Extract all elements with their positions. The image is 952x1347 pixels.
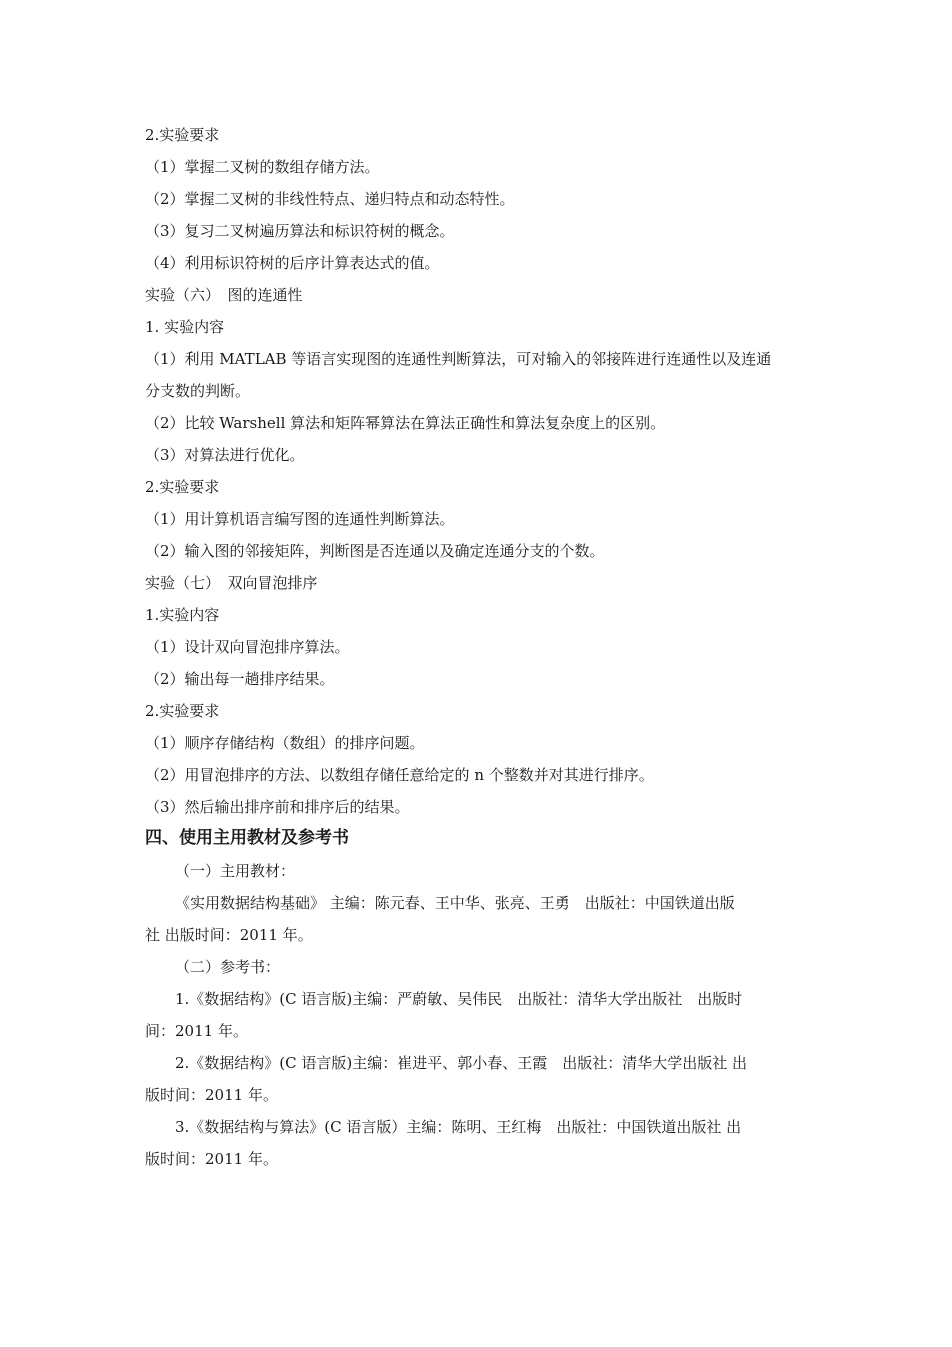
subsection-heading: （二）参考书： (175, 958, 281, 976)
experiment-title: 实验（七） 双向冒泡排序 (145, 574, 318, 592)
list-item: （3）然后输出排序前和排序后的结果。 (145, 798, 410, 816)
section-heading: 2.实验要求 (145, 478, 220, 496)
section-heading: 1.实验内容 (145, 606, 220, 624)
section-heading: 2.实验要求 (145, 702, 220, 720)
experiment-title: 实验（六） 图的连通性 (145, 286, 303, 304)
textbook-entry: 《实用数据结构基础》 主编：陈元春、王中华、张亮、王勇 出版社：中国铁道出版 (175, 894, 735, 912)
list-item: （1）设计双向冒泡排序算法。 (145, 638, 350, 656)
reference-entry: 1.《数据结构》(C 语言版)主编：严蔚敏、吴伟民 出版社：清华大学出版社 出版时 (175, 990, 743, 1008)
list-item: （3）复习二叉树遍历算法和标识符树的概念。 (145, 222, 455, 240)
list-item: （4）利用标识符树的后序计算表达式的值。 (145, 254, 440, 272)
subsection-heading: （一）主用教材： (175, 862, 296, 880)
list-item: （1）掌握二叉树的数组存储方法。 (145, 158, 380, 176)
reference-entry: 3.《数据结构与算法》(C 语言版）主编：陈明、王红梅 出版社：中国铁道出版社 出 (175, 1118, 742, 1136)
chapter-heading: 四、使用主用教材及参考书 (145, 828, 349, 848)
list-item: （3）对算法进行优化。 (145, 446, 305, 464)
list-item: （2）比较 Warshell 算法和矩阵幂算法在算法正确性和算法复杂度上的区别。 (145, 414, 666, 432)
reference-entry-continuation: 间：2011 年。 (145, 1022, 248, 1040)
reference-entry-continuation: 版时间：2011 年。 (145, 1150, 278, 1168)
list-item-continuation: 分支数的判断。 (145, 382, 251, 400)
reference-entry-continuation: 版时间：2011 年。 (145, 1086, 278, 1104)
list-item: （2）输出每一趟排序结果。 (145, 670, 335, 688)
section-heading: 2.实验要求 (145, 126, 220, 144)
textbook-entry-continuation: 社 出版时间：2011 年。 (145, 926, 313, 944)
section-heading: 1. 实验内容 (145, 318, 225, 336)
list-item: （1）利用 MATLAB 等语言实现图的连通性判断算法，可对输入的邻接阵进行连通性以及连通 (145, 350, 772, 368)
list-item: （2）输入图的邻接矩阵，判断图是否连通以及确定连通分支的个数。 (145, 542, 605, 560)
reference-entry: 2.《数据结构》(C 语言版)主编：崔进平、郭小春、王霞 出版社：清华大学出版社 出 (175, 1054, 748, 1072)
list-item: （1）用计算机语言编写图的连通性判断算法。 (145, 510, 455, 528)
list-item: （2）用冒泡排序的方法、以数组存储任意给定的 n 个整数并对其进行排序。 (145, 766, 654, 784)
list-item: （2）掌握二叉树的非线性特点、递归特点和动态特性。 (145, 190, 515, 208)
list-item: （1）顺序存储结构（数组）的排序问题。 (145, 734, 425, 752)
